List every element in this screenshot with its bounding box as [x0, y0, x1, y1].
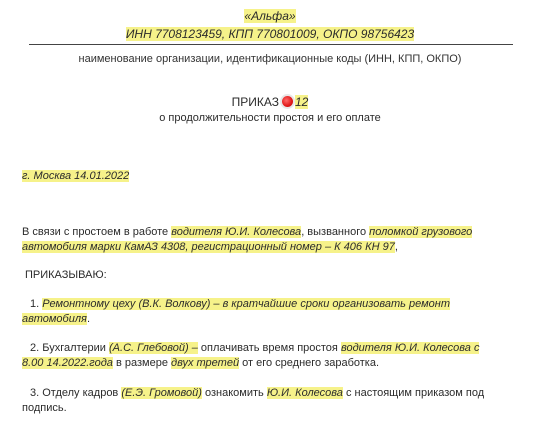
order-title-word: ПРИКАЗ	[231, 95, 279, 109]
place-and-date: г. Москва 14.01.2022	[22, 170, 130, 182]
intro-paragraph: В связи с простоем в работе водителя Ю.И. Колесова, вызванного поломкой грузового автомобиля марки КамАЗ 4308, регистрационный номер – К 406 КН 97,	[22, 226, 473, 253]
organization-codes: ИНН 7708123459, КПП 770801009, ОКПО 98756423	[125, 27, 415, 41]
red-dot-marker-icon	[282, 96, 293, 107]
signature-rule	[29, 44, 513, 45]
order-item-1: 1. Ремонтному цеху (В.К. Волкову) – в кратчайшие сроки организовать ремонт автомобиля.	[22, 298, 450, 325]
order-subject: о продолжительности простоя и его оплате	[159, 112, 381, 124]
order-number: 12	[295, 95, 309, 109]
organization-name: «Альфа»	[244, 9, 296, 23]
organization-caption: наименование организации, идентификационные коды (ИНН, КПП, ОКПО)	[78, 53, 462, 65]
order-title	[0, 95, 540, 109]
order-directive-heading: ПРИКАЗЫВАЮ:	[25, 269, 107, 281]
order-item-3: 3. Отделу кадров (Е.Э. Громовой) ознакомить Ю.И. Колесова с настоящим приказом под подпись.	[22, 387, 485, 414]
order-item-2: 2. Бухгалтерии (А.С. Глебовой) – оплачивать время простоя водителя Ю.И. Колесова с 8.00 14.2022.года в размере двух третей от его среднего заработка.	[22, 342, 480, 369]
